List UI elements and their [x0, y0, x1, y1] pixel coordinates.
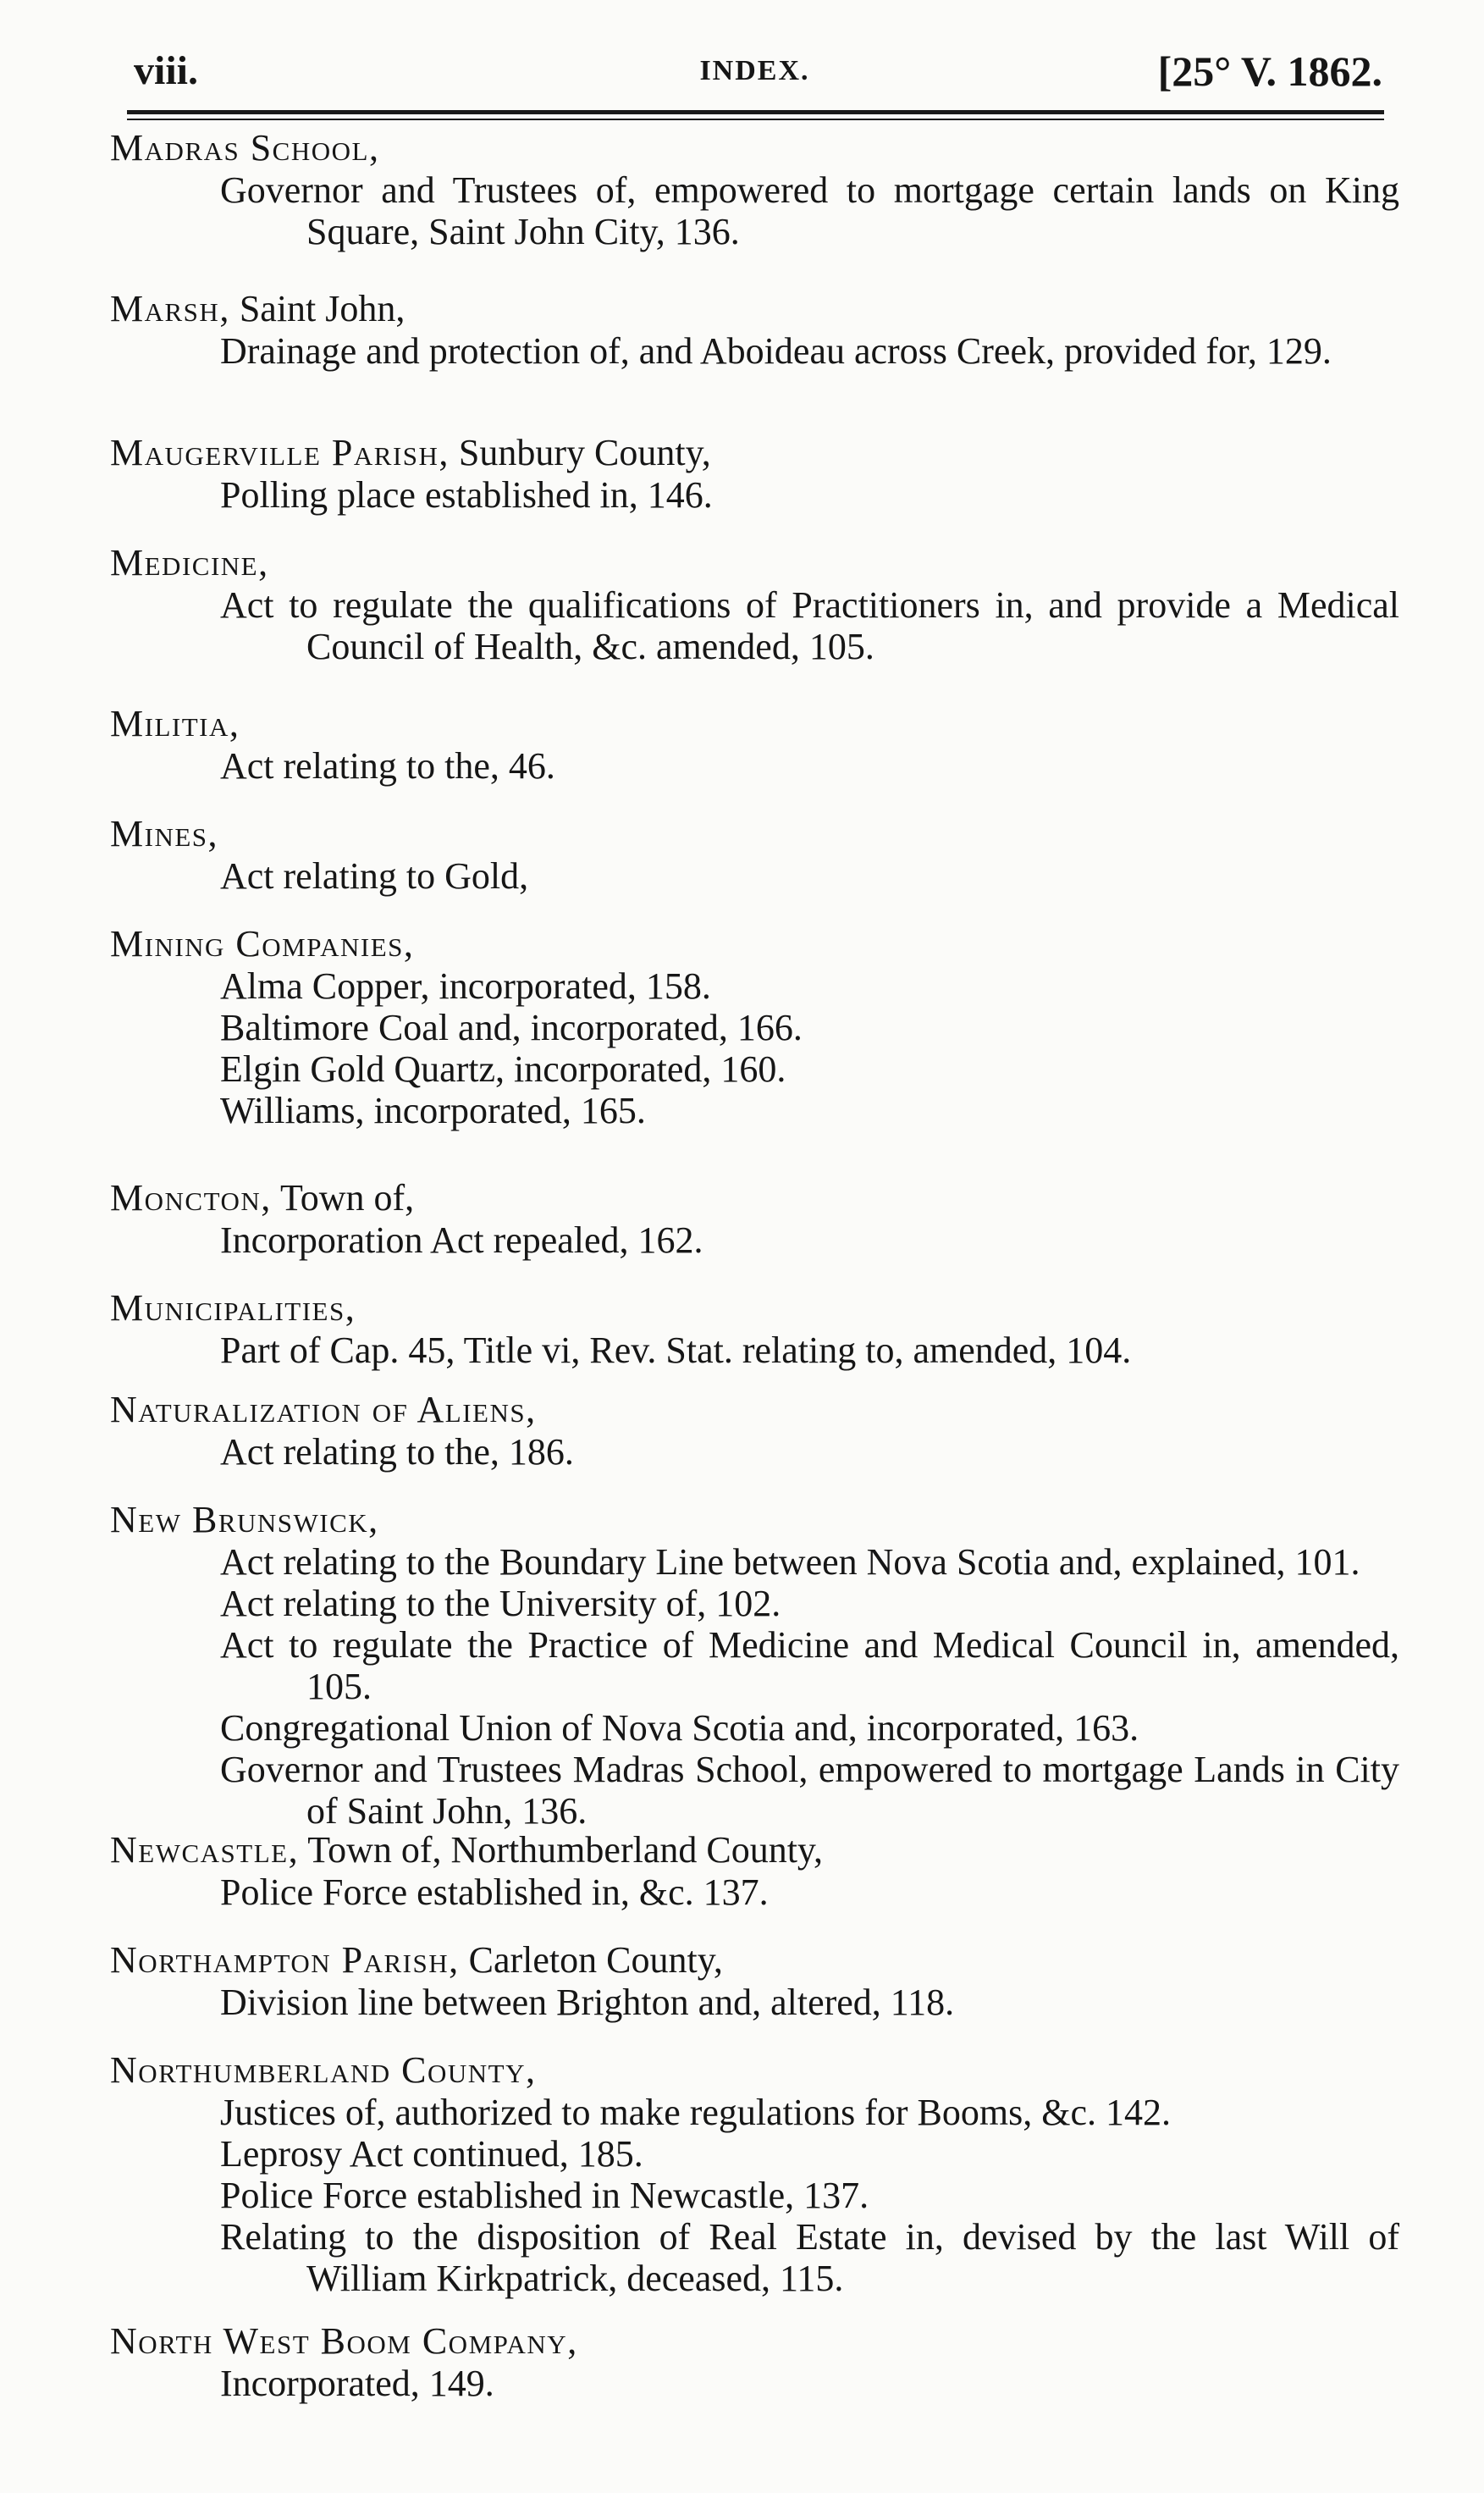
entry-heading [110, 923, 1399, 965]
entry-heading [110, 127, 1399, 169]
entry-subitem: Polling place established in, 146. [220, 474, 713, 516]
entry-heading [110, 2049, 1399, 2092]
entry-heading [110, 1939, 1399, 1982]
entry-heading-rest: Town of, [271, 1177, 415, 1219]
entry-heading [110, 1829, 1399, 1871]
entry-heading [110, 2320, 1399, 2363]
entry-subitem: Part of Cap. 45, Title vi, Rev. Stat. relating to, amended, 104. [220, 1329, 1132, 1371]
index-entry [110, 1287, 1399, 1371]
entry-heading-lead: Militia, [110, 703, 240, 744]
entry-heading-lead: Mining Companies, [110, 923, 415, 965]
page-title: INDEX. [699, 55, 810, 86]
index-entry [110, 813, 1399, 897]
entry-heading-lead: Mines, [110, 813, 219, 854]
entry-heading [110, 1389, 1399, 1431]
entry-subitem: Act relating to the, 46. [220, 745, 555, 787]
entry-heading-lead: Northumberland County, [110, 2049, 537, 2091]
entry-heading-lead: Maugerville Parish, [110, 432, 450, 473]
entry-subitem: Act to regulate the Practice of Medicine and Medical Council in, amended, 105. [220, 1624, 1399, 1707]
entry-subitem: Police Force established in, &c. 137. [220, 1871, 769, 1913]
entry-heading [110, 1287, 1399, 1329]
index-entry [110, 127, 1399, 252]
entry-heading [110, 813, 1399, 855]
entry-heading [110, 542, 1399, 584]
entry-subitem: Governor and Trustees of, empowered to mortgage certain lands on King Square, Saint John City, 136. [220, 169, 1399, 252]
index-entry [110, 432, 1399, 516]
entry-subitem: Elgin Gold Quartz, incorporated, 160. [220, 1048, 786, 1090]
entry-subitem: Drainage and protection of, and Aboideau across Creek, provided for, 129. [220, 330, 1332, 372]
entry-heading [110, 1177, 1399, 1219]
header-rule-thick [127, 110, 1384, 114]
entry-heading-rest: Town of, Northumberland County, [299, 1829, 824, 1871]
index-entry [110, 542, 1399, 667]
entry-heading-rest: Sunbury County, [449, 432, 711, 473]
entry-subitem: Police Force established in Newcastle, 137. [220, 2175, 869, 2216]
index-entry [110, 703, 1399, 787]
index-entry [110, 1177, 1399, 1261]
entry-subitem: Incorporation Act repealed, 162. [220, 1219, 703, 1261]
entry-subitem: Baltimore Coal and, incorporated, 166. [220, 1007, 803, 1048]
entry-subitem: Division line between Brighton and, altered, 118. [220, 1982, 955, 2023]
entry-subitem: Act relating to the Boundary Line between Nova Scotia and, explained, 101. [220, 1541, 1360, 1583]
entry-heading [110, 703, 1399, 745]
entry-heading-lead: Northampton Parish, [110, 1939, 460, 1981]
header-rule-thin [127, 119, 1384, 120]
index-entry [110, 2320, 1399, 2404]
entry-subitem: Act relating to the, 186. [220, 1431, 574, 1473]
entry-heading-rest: Saint John, [229, 288, 405, 329]
entry-heading-lead: Madras School, [110, 127, 380, 169]
index-entry [110, 288, 1399, 372]
index-entry [110, 1829, 1399, 1913]
entry-heading [110, 288, 1399, 330]
index-entry [110, 1939, 1399, 2023]
index-entry [110, 1389, 1399, 1473]
index-entry [110, 923, 1399, 1131]
entry-subitem: Act to regulate the qualifications of Practitioners in, and provide a Medical Council of Health, &c. amended, 105. [220, 584, 1399, 667]
page-number: viii. [134, 48, 199, 93]
running-header [127, 44, 1382, 98]
entry-subitem: Alma Copper, incorporated, 158. [220, 965, 711, 1007]
entry-subitem: Justices of, authorized to make regulations for Booms, &c. 142. [220, 2092, 1171, 2133]
entry-subitem: Act relating to the University of, 102. [220, 1583, 781, 1624]
entry-subitem: Governor and Trustees Madras School, empowered to mortgage Lands in City of Saint John, 136. [220, 1749, 1399, 1832]
entry-heading-lead: New Brunswick, [110, 1499, 379, 1540]
entry-heading-lead: Medicine, [110, 542, 269, 583]
entry-subitem: Relating to the disposition of Real Estate in, devised by the last Will of William Kirkpatrick, deceased, 115. [220, 2216, 1399, 2299]
index-entry [110, 2049, 1399, 2299]
entry-subitem: Leprosy Act continued, 185. [220, 2133, 643, 2175]
entry-heading [110, 1499, 1399, 1541]
entry-subitem: Act relating to Gold, [220, 855, 529, 897]
entry-subitem: Williams, incorporated, 165. [220, 1090, 646, 1131]
entry-heading-lead: Naturalization of Aliens, [110, 1389, 537, 1430]
index-entry [110, 1499, 1399, 1832]
volume-year: [25° V. 1862. [1157, 47, 1382, 95]
entry-heading-lead: North West Boom Company, [110, 2320, 578, 2362]
entry-subitem: Incorporated, 149. [220, 2363, 494, 2404]
entry-heading-lead: Newcastle, [110, 1829, 300, 1871]
entry-heading-lead: Municipalities, [110, 1287, 356, 1329]
entry-subitem: Congregational Union of Nova Scotia and, incorporated, 163. [220, 1707, 1139, 1749]
entry-heading [110, 432, 1399, 474]
entry-heading-lead: Marsh, [110, 288, 230, 329]
entry-heading-rest: Carleton County, [459, 1939, 723, 1981]
entry-heading-lead: Moncton, [110, 1177, 272, 1219]
